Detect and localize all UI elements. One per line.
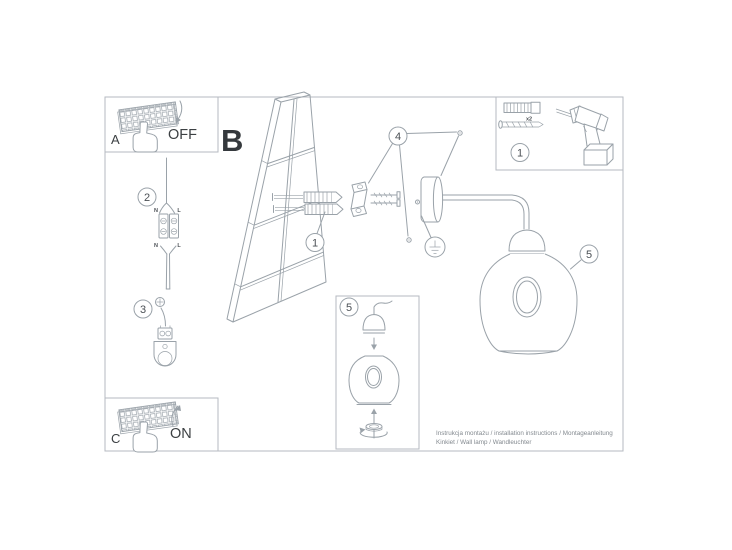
shade-assembly-panel xyxy=(336,296,419,449)
lamp-arm xyxy=(443,195,529,229)
step-4-bracket-assembly xyxy=(351,127,462,257)
screw-dot-center xyxy=(408,239,409,240)
dowel-count-label: x2 xyxy=(525,116,533,123)
wire-label-l-bottom: L xyxy=(177,243,181,249)
step-1-number: 1 xyxy=(311,237,319,250)
power-off-label: OFF xyxy=(168,127,197,143)
canopy-screws xyxy=(371,192,400,206)
wall-anchor-screws xyxy=(273,192,344,215)
shade-step-number: 5 xyxy=(345,302,353,314)
step-4-number: 4 xyxy=(394,131,402,143)
screw-icon xyxy=(499,121,543,129)
terminal-block-icon xyxy=(159,158,179,289)
wire-label-n-top: N xyxy=(154,208,158,214)
screw-dot-center xyxy=(459,132,460,133)
step-5-pointer-line xyxy=(571,260,582,269)
footer-text xyxy=(436,430,613,446)
wire-label-n-bottom: N xyxy=(154,243,158,249)
step-5-number: 5 xyxy=(585,249,593,261)
panel-c-letter: C xyxy=(111,431,121,446)
tools-step-number: 1 xyxy=(516,147,524,160)
arrow-down-icon xyxy=(371,338,377,350)
tools-panel xyxy=(496,97,623,170)
screw-path-line xyxy=(161,308,166,326)
canopy-icon xyxy=(416,177,443,222)
wall-lamp xyxy=(443,195,598,354)
cable-clamp-icon xyxy=(158,326,172,340)
step-2-number: 2 xyxy=(143,192,151,204)
power-on-label: ON xyxy=(170,426,192,442)
wall-plug-icon xyxy=(504,102,540,113)
panel-c-power-on xyxy=(105,398,218,452)
step-1-pointer-line xyxy=(317,212,325,234)
step-3-ground-screw xyxy=(134,298,176,367)
step-3-number: 3 xyxy=(139,304,147,316)
drill-icon xyxy=(556,106,613,165)
panel-a-letter: A xyxy=(111,132,120,147)
small-socket-cap-icon xyxy=(363,315,385,334)
panel-a-power-off xyxy=(105,97,218,152)
glass-shade-icon xyxy=(480,254,577,354)
step-4-pointer-lines xyxy=(369,132,459,238)
mounting-bracket-icon xyxy=(351,182,367,217)
socket-cap-icon xyxy=(509,230,545,254)
ground-symbol-icon xyxy=(425,237,445,257)
wire-label-l-top: L xyxy=(177,208,181,214)
step-b-wall-section xyxy=(221,92,343,322)
step-2-terminal-block xyxy=(138,158,181,289)
footer-line-2: Kinkiet / Wall lamp / Wandleuchter xyxy=(436,439,532,446)
small-glass-shade-icon xyxy=(349,356,399,405)
panel-b-letter: B xyxy=(221,123,244,158)
mounting-plate-icon xyxy=(154,342,176,367)
footer-line-1: Instrukcja montażu / installation instructions / Montageanleitung xyxy=(436,430,613,437)
ground-screw-icon xyxy=(156,298,165,307)
lamp-wire-line xyxy=(374,301,392,314)
